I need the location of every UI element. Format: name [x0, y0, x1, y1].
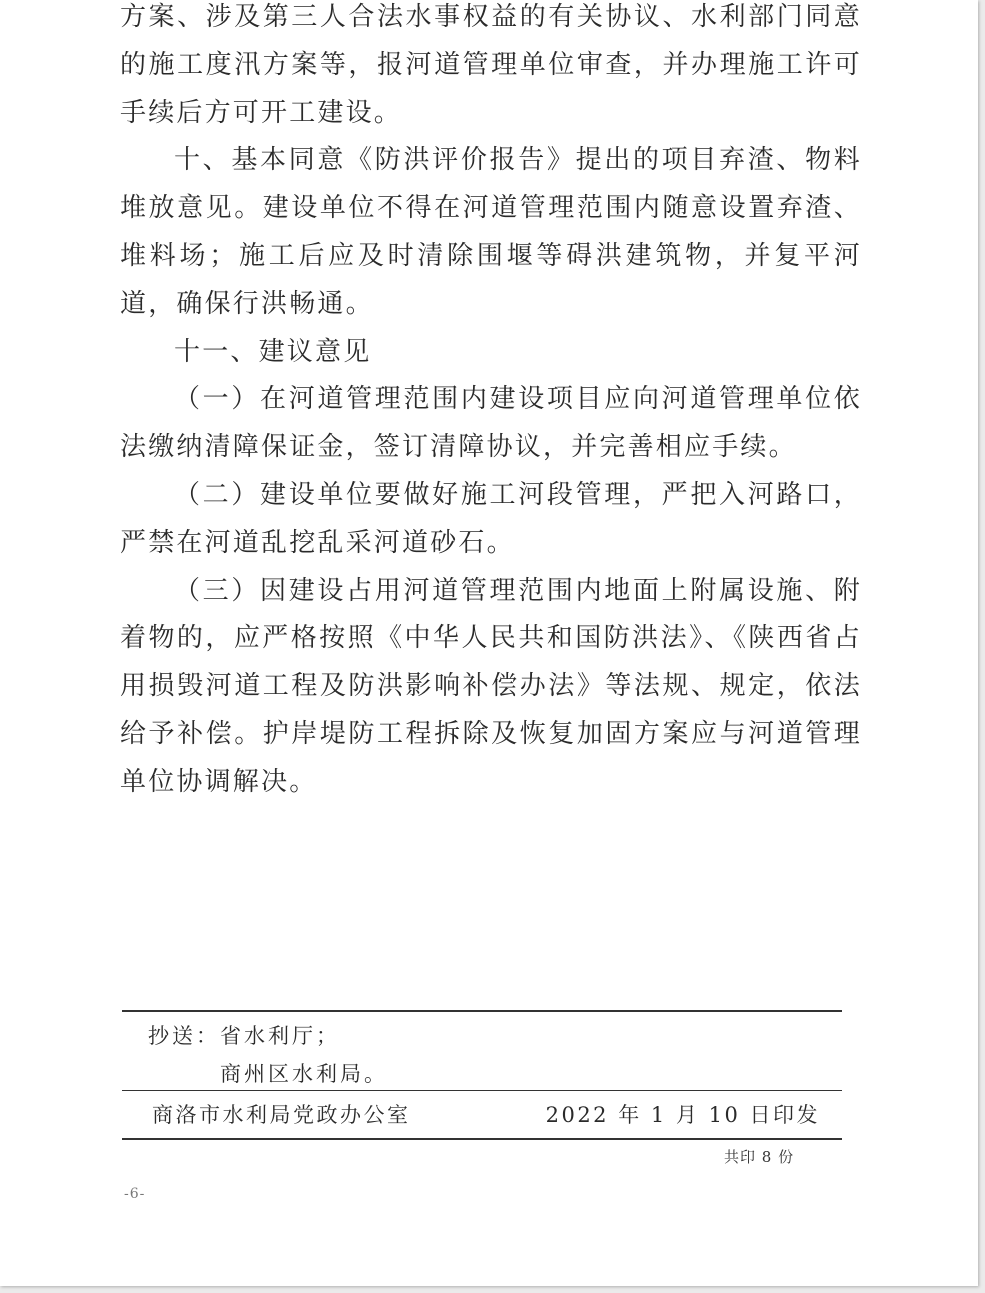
paragraph-continuation: 方案、涉及第三人合法水事权益的有关协议、水利部门同意的施工度汛方案等，报河道管理单位审查，并办理施工许可手续后方可开工建设。 — [120, 2, 862, 128]
paragraph-item-11-heading: 十一、建议意见 — [174, 336, 372, 367]
cc-label: 抄送： — [148, 1024, 220, 1048]
paragraph-item-11-3: （三）因建设占用河道管理范围内地面上附属设施、附着物的，应严格按照《中华人民共和国防洪法》、《陕西省占用损毁河道工程及防洪影响补偿办法》等法规、规定，依法给予补偿。护岸堤防工程拆除及恢复加固方案应与河道管理单位协调解决。 — [120, 575, 862, 797]
cc-recipient-province: 省水利厅； — [220, 1024, 340, 1048]
paragraph-item-11-1: （一）在河道管理范围内建设项目应向河道管理单位依法缴纳清障保证金，签订清障协议，并完善相应手续。 — [120, 384, 862, 463]
document-body — [120, 0, 862, 807]
cc-recipient-district: 商州区水利局。 — [220, 1062, 388, 1086]
paragraph-item-11-2: （二）建设单位要做好施工河段管理，严把入河路口，严禁在河道乱挖乱采河道砂石。 — [120, 479, 862, 558]
copies-count: 共印 8 份 — [724, 1148, 795, 1166]
issuing-office: 商洛市水利局党政办公室 — [152, 1103, 411, 1127]
page-number: -6- — [124, 1186, 146, 1202]
paragraph-item-10: 十、基本同意《防洪评价报告》提出的项目弃渣、物料堆放意见。建设单位不得在河道管理范围内随意设置弃渣、堆料场；施工后应及时清除围堰等碍洪建筑物，并复平河道，确保行洪畅通。 — [120, 145, 862, 319]
issue-date: 2022 年 1 月 10 日印发 — [545, 1103, 820, 1127]
cc-footer-block — [122, 1010, 842, 1140]
footer-divider — [122, 1090, 842, 1091]
